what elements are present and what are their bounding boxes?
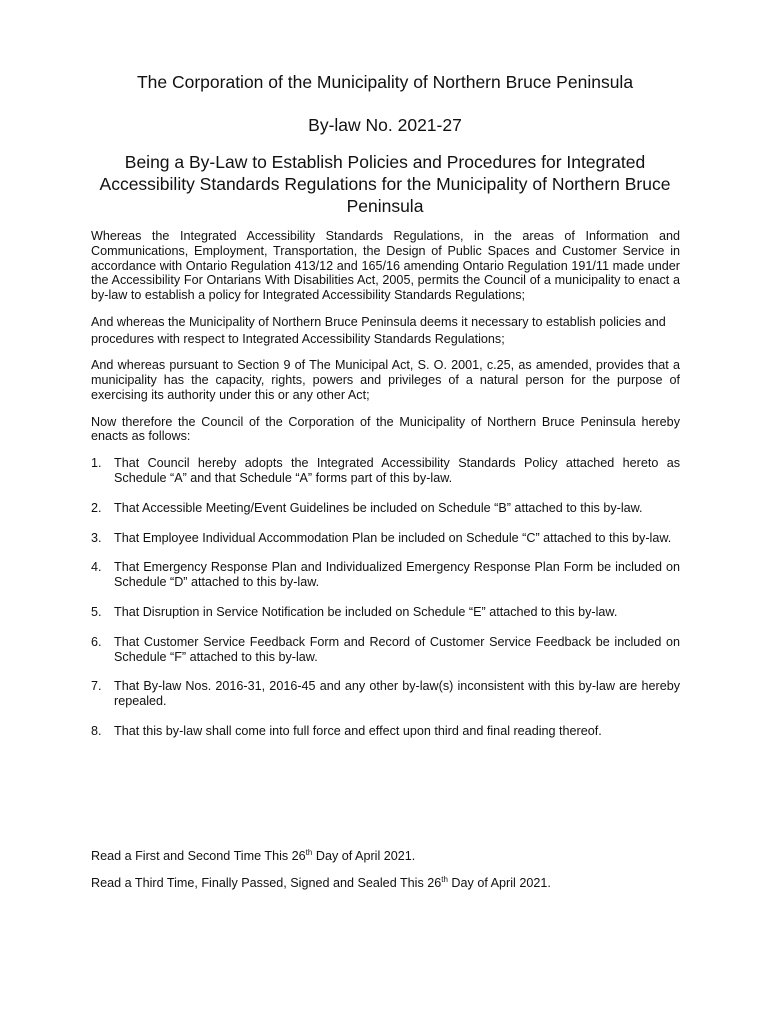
corporation-heading: The Corporation of the Municipality of Northern Bruce Peninsula: [136, 72, 634, 92]
clause-text: That this by-law shall come into full force and effect upon third and final reading thereof.: [114, 723, 602, 738]
clause-number: 8.: [91, 723, 102, 738]
clause-text: That By-law Nos. 2016-31, 2016-45 and any other by-law(s) inconsistent with this by-law are hereby repealed.: [114, 679, 680, 709]
clause-number: 3.: [91, 530, 102, 545]
list-item: [91, 724, 680, 739]
preamble-paragraph-2: And whereas the Municipality of Northern Bruce Peninsula deems it necessary to establish policies and procedures with respect to Integrated Accessibility Standards Regulations;: [91, 314, 666, 346]
first-second-reading: [91, 849, 415, 863]
list-item: [91, 605, 680, 620]
reading-text: Day of April 2021.: [312, 849, 416, 863]
bylaw-number: By-law No. 2021-27: [308, 115, 462, 135]
list-item: [91, 501, 680, 516]
clause-number: 7.: [91, 679, 102, 694]
reading-text: Read a First and Second Time This 26: [91, 849, 306, 863]
preamble-paragraph-3: And whereas pursuant to Section 9 of The Municipal Act, S. O. 2001, c.25, as amended, provides that a municipality has the capacity, rights, powers and privileges of a natural person for the purpose of exercising its authority under this or any other Act;: [91, 358, 680, 402]
clause-text: That Council hereby adopts the Integrated Accessibility Standards Policy attached hereto as Schedule “A” and that Schedule “A” forms part of this by-law.: [114, 456, 680, 485]
clause-text: That Employee Individual Accommodation Plan be included on Schedule “C” attached to this by-law.: [114, 530, 672, 545]
clause-number: 1.: [91, 456, 102, 471]
reading-text: Day of April 2021.: [447, 876, 551, 890]
list-item: [91, 679, 680, 709]
clause-list: [91, 456, 680, 739]
reading-text: Read a Third Time, Finally Passed, Signed and Sealed This 26: [91, 876, 442, 890]
ordinal-suffix: th: [441, 874, 448, 884]
clause-text: That Customer Service Feedback Form and Record of Customer Service Feedback be included on Schedule “F” attached to this by-law.: [114, 634, 680, 664]
document-body: [91, 229, 680, 754]
clause-number: 5.: [91, 604, 102, 619]
clause-number: 2.: [91, 500, 102, 515]
clause-text: That Disruption in Service Notification be included on Schedule “E” attached to this by-law.: [114, 604, 618, 619]
list-item: [91, 456, 680, 486]
third-reading: [91, 876, 551, 890]
clause-number: 6.: [91, 634, 102, 649]
preamble-paragraph-4: Now therefore the Council of the Corporation of the Municipality of Northern Bruce Peninsula hereby enacts as follows:: [91, 414, 680, 444]
clause-text: That Accessible Meeting/Event Guidelines be included on Schedule “B” attached to this by-law.: [114, 500, 643, 515]
bylaw-title: Being a By-Law to Establish Policies and Procedures for Integrated Accessibility Standards Regulations for the Municipality of Northern Bruce Peninsula: [99, 152, 671, 216]
list-item: [91, 560, 680, 590]
clause-text: That Emergency Response Plan and Individualized Emergency Response Plan Form be included on Schedule “D” attached to this by-law.: [114, 560, 680, 590]
clause-number: 4.: [91, 560, 102, 575]
ordinal-suffix: th: [305, 847, 313, 857]
list-item: [91, 635, 680, 665]
list-item: [91, 531, 680, 546]
preamble-paragraph-1: Whereas the Integrated Accessibility Standards Regulations, in the areas of Information and Communications, Employment, Transportation, the Design of Public Spaces and Customer Service in accordance with Ontario Regulation 413/12 and 165/16 amending Ontario Regulation 191/11 made under the Accessibility For Ontarians With Disabilities Act, 2005, permits the Council of a municipality to enact a by-law to establish a policy for Integrated Accessibility Standards Regulations;: [91, 229, 680, 303]
